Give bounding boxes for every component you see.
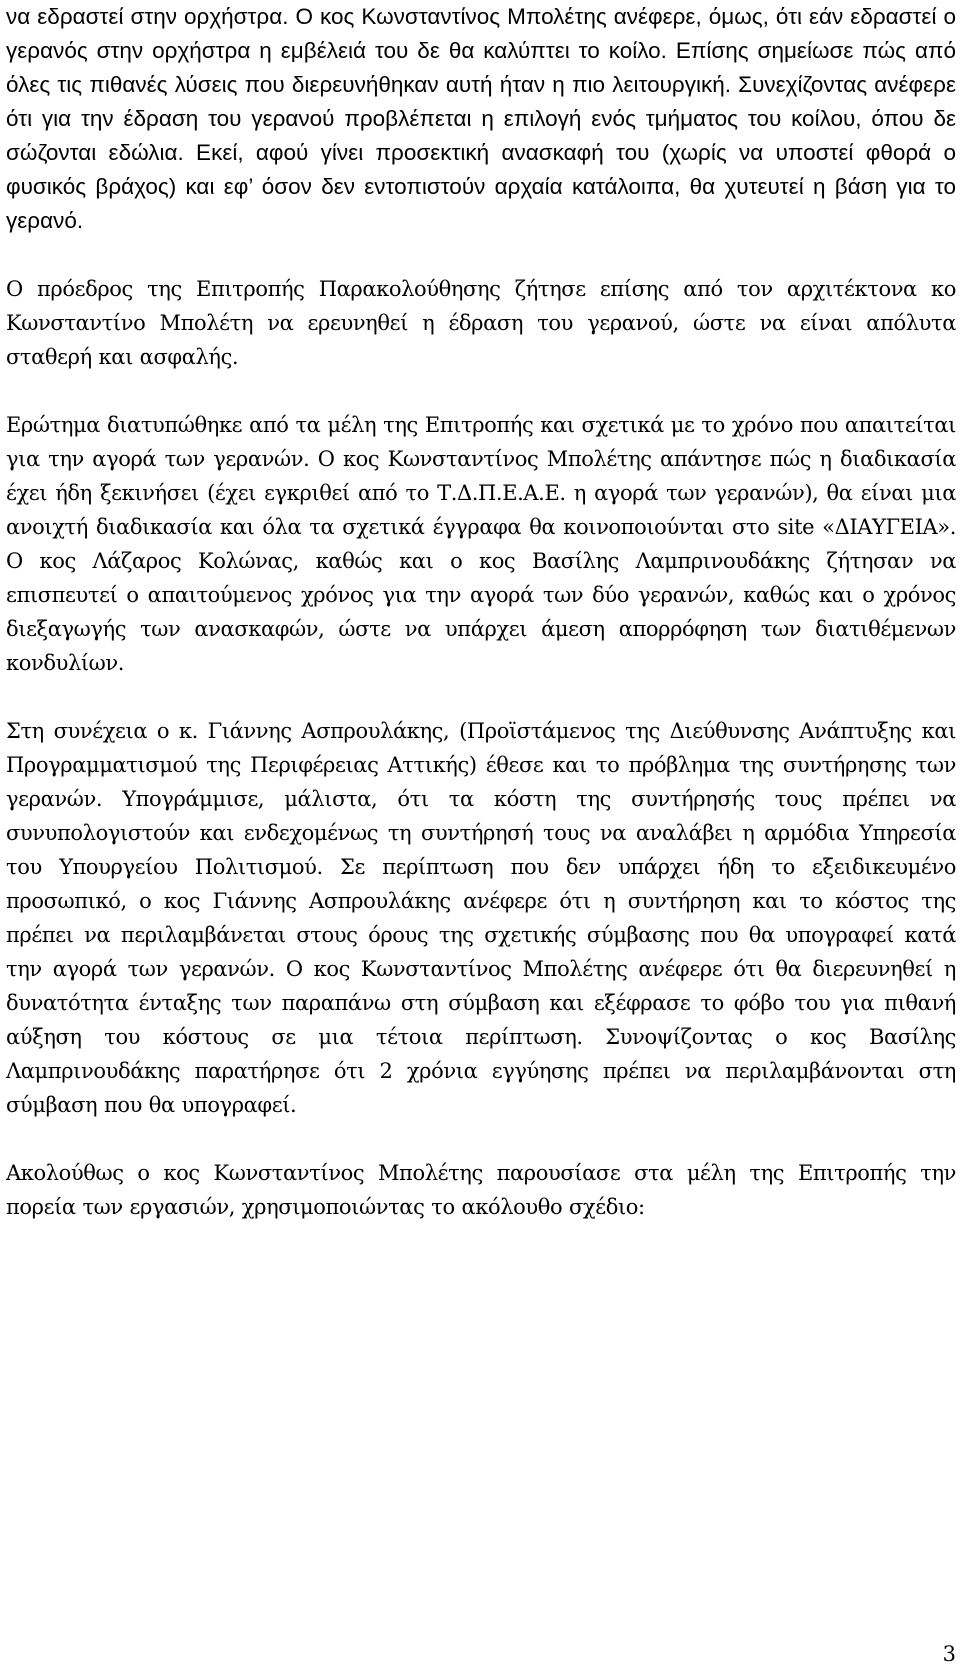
document-page	[6, 0, 956, 1224]
paragraph-maintenance: Στη συνέχεια ο κ. Γιάννης Ασπρουλάκης, (Προϊστάμενος της Διεύθυνσης Ανάπτυξης και Προγραμματισμού της Περιφέρειας Αττικής) έθεσε και το πρόβλημα της συντήρησης των γερανών. Υπογράμμισε, μάλιστα, ότι τα κόστη της συντήρησής τους πρέπει να συνυπολογιστούν και ενδεχομένως τη συντήρησή τους να αναλάβει η αρμόδια Υπηρεσία του Υπουργείου Πολιτισμού. Σε περίπτωση που δεν υπάρχει ήδη το εξειδικευμένο προσωπικό, ο κος Γιάννης Ασπρουλάκης ανέφερε ότι η συντήρηση και το κόστος της πρέπει να περιλαμβάνεται στους όρους της σχετικής σύμβασης που θα υπογραφεί κατά την αγορά των γερανών. Ο κος Κωνσταντίνος Μπολέτης ανέφερε ότι θα διερευνηθεί η δυνατότητα ένταξης των παραπάνω στη σύμβαση και εξέφρασε το φόβο του για πιθανή αύξηση του κόστους σε μια τέτοια περίπτωση. Συνοψίζοντας ο κος Βασίλης Λαμπρινουδάκης παρατήρησε ότι 2 χρόνια εγγύησης πρέπει να περιλαμβάνονται στη σύμβαση που θα υπογραφεί.	[6, 719, 956, 1117]
paragraph-works-progress: Ακολούθως ο κος Κωνσταντίνος Μπολέτης παρουσίασε στα μέλη της Επιτροπής την πορεία των εργασιών, χρησιμοποιώντας το ακόλουθο σχέδιο:	[6, 1161, 956, 1219]
paragraph-purchase-timeline: Ερώτημα διατυπώθηκε από τα μέλη της Επιτροπής και σχετικά με το χρόνο που απαιτείται για την αγορά των γερανών. Ο κος Κωνσταντίνος Μπολέτης απάντησε πώς η διαδικασία έχει ήδη ξεκινήσει (έχει εγκριθεί από το Τ.Δ.Π.Ε.Α.Ε. η αγορά των γερανών), θα είναι μια ανοιχτή διαδικασία και όλα τα σχετικά έγγραφα θα κοινοποιούνται στο site «ΔΙΑΥΓΕΙΑ». Ο κος Λάζαρος Κολώνας, καθώς και ο κος Βασίλης Λαμπρινουδάκης ζήτησαν να επισπευτεί ο απαιτούμενος χρόνος για την αγορά των δύο γερανών, καθώς και ο χρόνος διεξαγωγής των ανασκαφών, ώστε να υπάρχει άμεση απορρόφηση των διατιθέμενων κονδυλίων.	[6, 413, 956, 675]
page-number: 3	[942, 1642, 956, 1666]
paragraph-committee-request: Ο πρόεδρος της Επιτροπής Παρακολούθησης ζήτησε επίσης από τον αρχιτέκτονα κο Κωνσταντίνο Μπολέτη να ερευνηθεί η έδραση του γερανού, ώστε να είναι απόλυτα σταθερή και ασφαλής.	[6, 277, 956, 369]
paragraph-crane-placement: να εδραστεί στην ορχήστρα. Ο κος Κωνσταντίνος Μπολέτης ανέφερε, όμως, ότι εάν εδραστεί ο γερανός στην ορχήστρα η εμβέλειά του δε θα καλύπτει το κοίλο. Επίσης σημείωσε πώς από όλες τις πιθανές λύσεις που διερευνήθηκαν αυτή ήταν η πιο λειτουργική. Συνεχίζοντας ανέφερε ότι για την έδραση του γερανού προβλέπεται η επιλογή ενός τμήματος του κοίλου, όπου δε σώζονται εδώλια. Εκεί, αφού γίνει προσεκτική ανασκαφή του (χωρίς να υποστεί φθορά ο φυσικός βράχος) και εφ’ όσον δεν εντοπιστούν αρχαία κατάλοιπα, θα χυτευτεί η βάση για το γερανό.	[6, 4, 956, 233]
